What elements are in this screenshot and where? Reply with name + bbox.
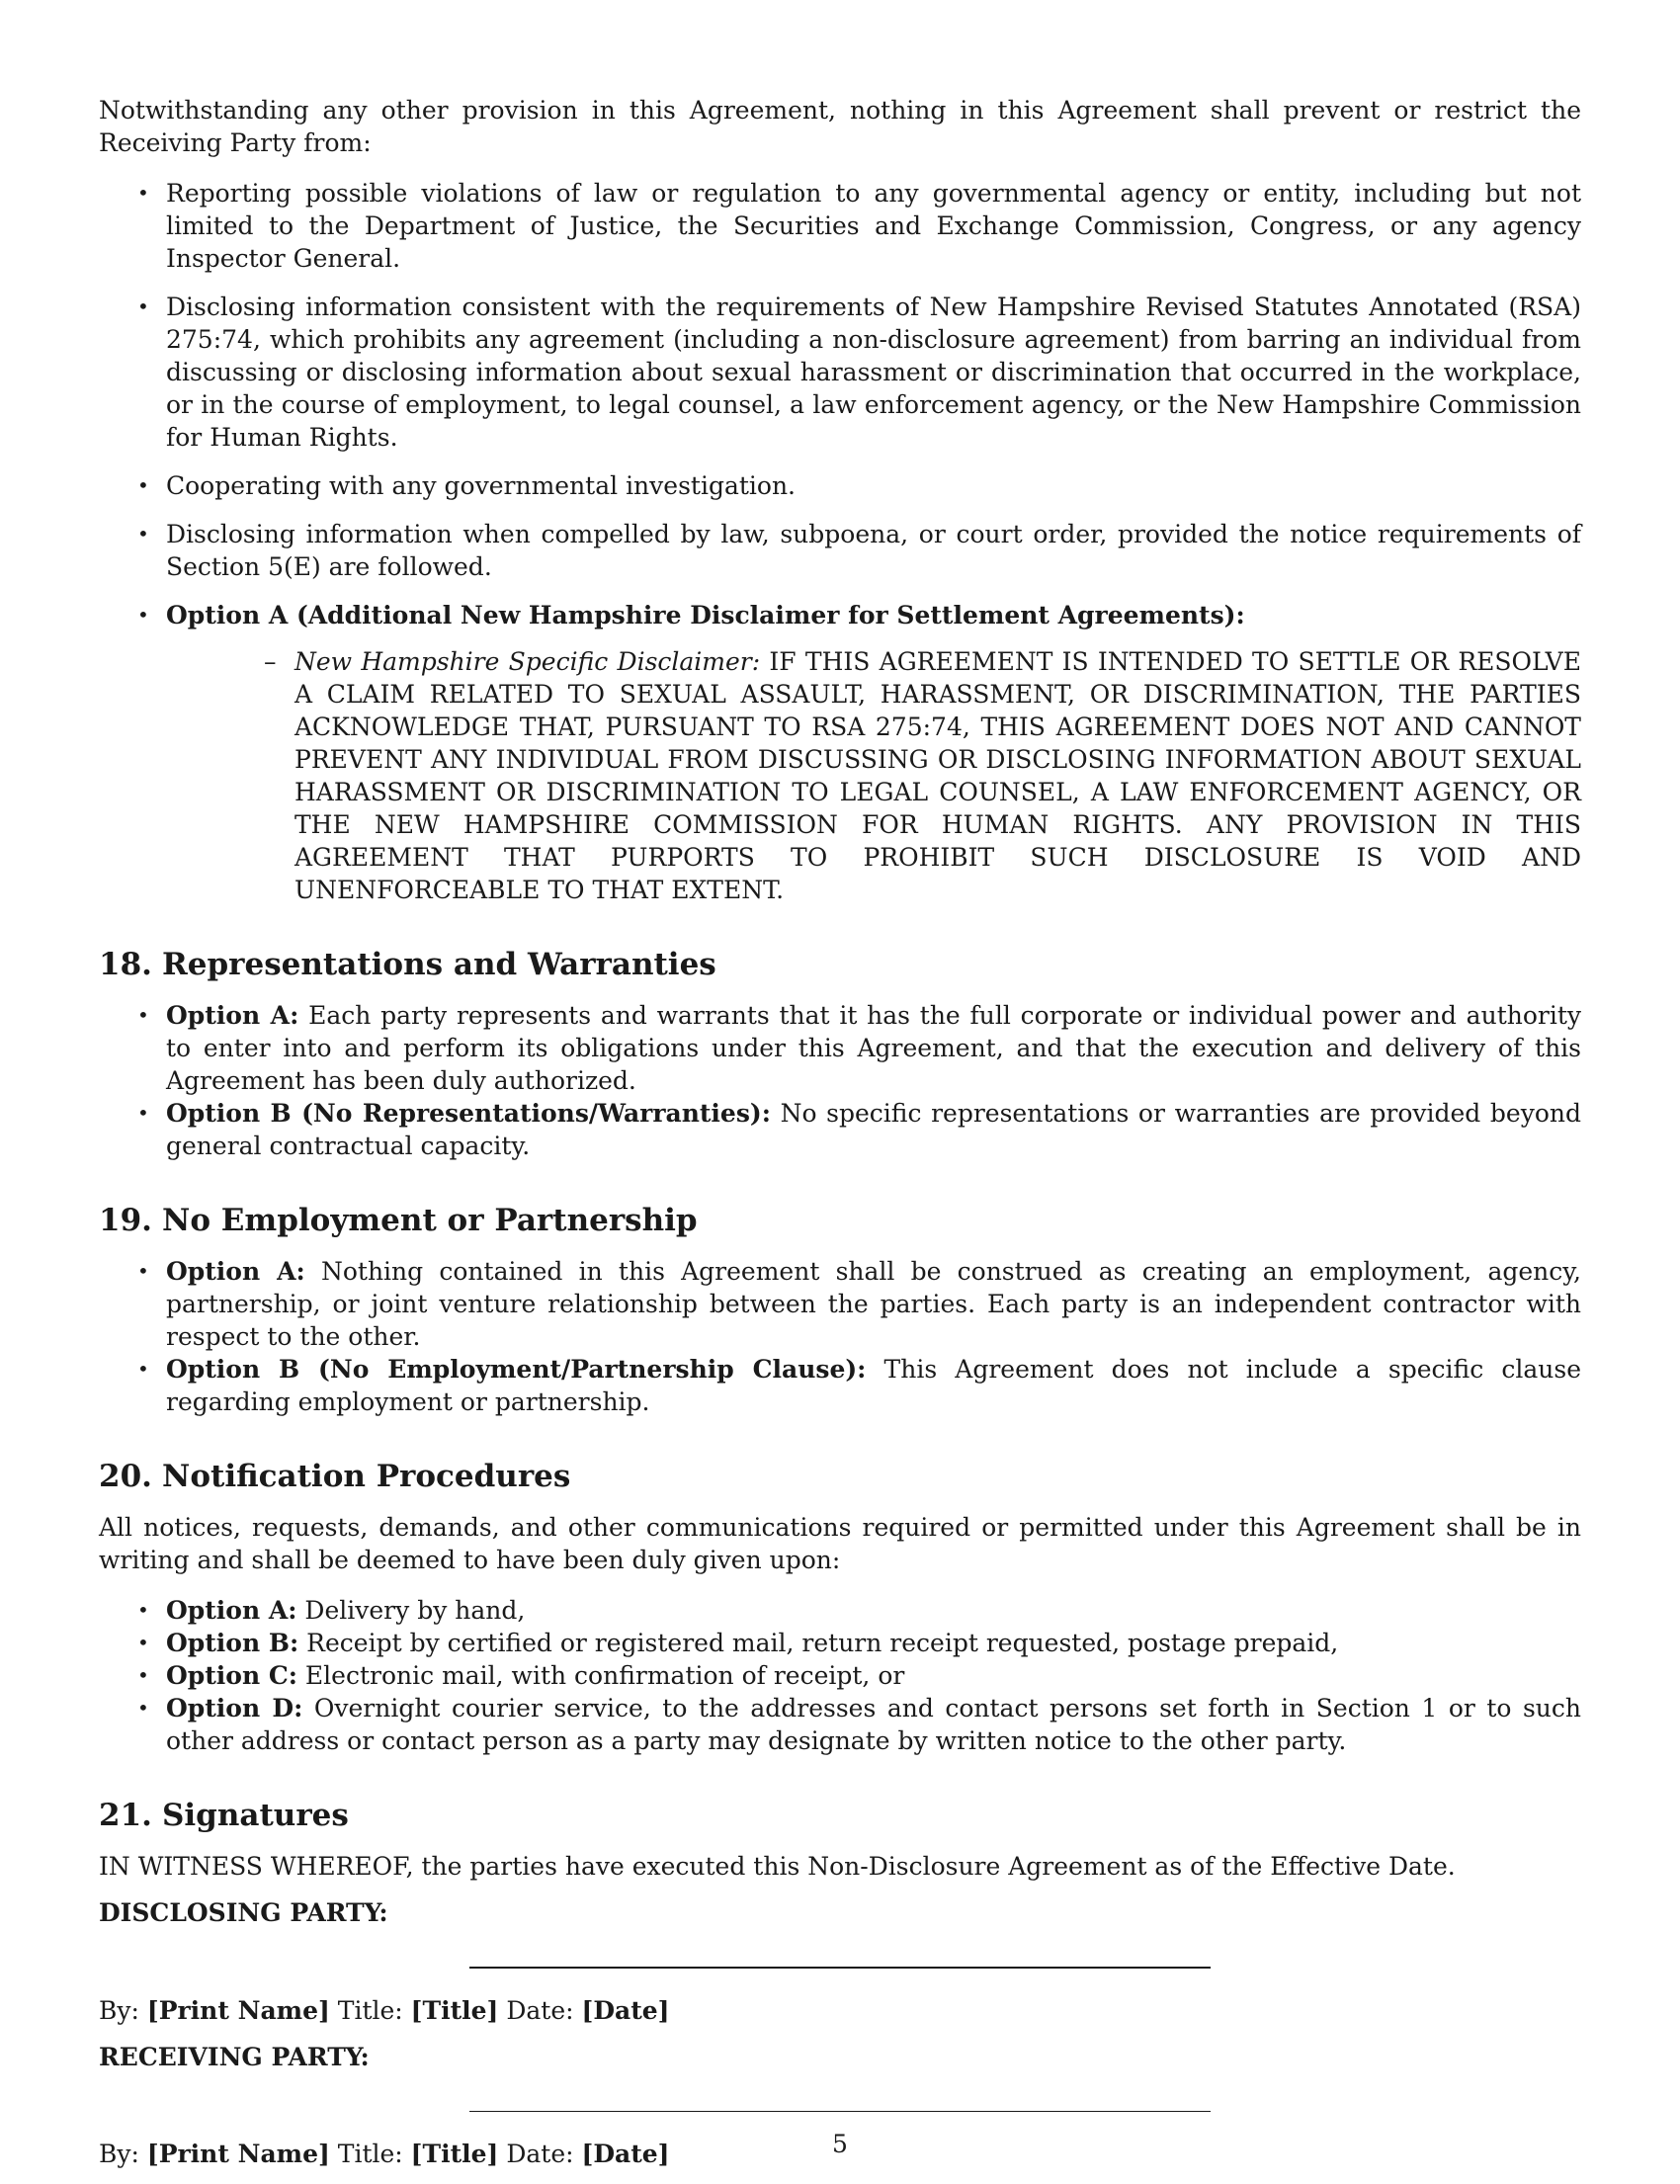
bullet-icon: • [137, 1101, 149, 1125]
bullet-icon: • [137, 1631, 149, 1654]
option-a-nh-item [99, 599, 1581, 906]
bullet-icon: • [137, 603, 149, 627]
list-item: • Cooperating with any governmental investigation. [137, 471, 796, 500]
witness-statement: IN WITNESS WHEREOF, the parties have executed this Non-Disclosure Agreement as of the Effective Date. [99, 1852, 1456, 1881]
list-item: • Option D: Overnight courier service, to the addresses and contact persons set forth in Section 1 or to such other address or contact person as a party may designate by written notice to the other party. [137, 1694, 1581, 1755]
bullet-icon: • [137, 1357, 149, 1381]
dash-icon: – [264, 647, 277, 676]
list-item: • Disclosing information when compelled by law, subpoena, or court order, provided the notice requirements of Section 5(E) are followed. [137, 520, 1581, 581]
section-20-options [99, 1594, 1581, 1757]
bullet-icon: • [137, 1696, 149, 1720]
section-heading-21: 21. Signatures [99, 1798, 349, 1833]
list-item: • Option A: Nothing contained in this Agreement shall be construed as creating an employment, agency, partnership, or joint venture relationship between the parties. Each party is an independent contractor with respect to the other. [137, 1257, 1582, 1351]
print-name-placeholder: [Print Name] [146, 1996, 330, 2025]
list-item: • Option B (No Employment/Partnership Clause): This Agreement does not include a specific clause regarding employment or partnership. [137, 1355, 1581, 1416]
nh-disclaimer-item [166, 645, 1581, 906]
bullet-icon: • [137, 1663, 149, 1687]
print-name-placeholder: [Print Name] [146, 2140, 330, 2168]
carveout-list [99, 177, 1581, 906]
bullet-icon: • [137, 181, 149, 205]
receiving-signature-line[interactable] [469, 2111, 1211, 2112]
list-item: • Reporting possible violations of law or regulation to any governmental agency or entity, including but not limited to the Department of Justice, the Securities and Exchange Commission, Congress, or any agency Inspector General. [137, 179, 1581, 273]
bullet-icon: • [137, 1259, 149, 1283]
page-number: 5 [832, 2130, 848, 2158]
receiving-signature-block: By: [Print Name] Title: [Title] Date: [Date] [99, 2140, 670, 2168]
date-placeholder: [Date] [581, 1996, 670, 2025]
nh-disclaimer-label: New Hampshire Specific Disclaimer: [294, 647, 761, 676]
section-20-intro: All notices, requests, demands, and other communications required or permitted under this Agreement shall be in writing and shall be deemed to have been duly given upon: [99, 1513, 1581, 1574]
nh-disclaimer-text: IF THIS AGREEMENT IS INTENDED TO SETTLE OR RESOLVE A CLAIM RELATED TO SEXUAL ASSAULT, HARASSMENT, OR DISCRIMINATION, THE PARTIES ACKNOWLEDGE THAT, PURSUANT TO RSA 275:74, THIS AGREEMENT DOES NOT AND CANNOT PREVENT ANY INDIVIDUAL FROM DISCUSSING OR DISCLOSING INFORMATION ABOUT SEXUAL HARASSMENT OR DISCRIMINATION TO LEGAL COUNSEL, A LAW ENFORCEMENT AGENCY, OR THE NEW HAMPSHIRE COMMISSION FOR HUMAN RIGHTS. ANY PROVISION IN THIS AGREEMENT THAT PURPORTS TO PROHIBIT SUCH DISCLOSURE IS VOID AND UNENFORCEABLE TO THAT EXTENT. [294, 647, 1581, 904]
section-heading-20: 20. Notification Procedures [99, 1459, 571, 1494]
list-item: • Option A: Each party represents and warrants that it has the full corporate or individual power and authority to enter into and perform its obligations under this Agreement, and that the execution and delivery of this Agreement has been duly authorized. [137, 1001, 1582, 1095]
list-item: • Option B (No Representations/Warranties): No specific representations or warranties are provided beyond general contractual capacity. [137, 1099, 1581, 1160]
option-a-nh-label: Option A (Additional New Hampshire Disclaimer for Settlement Agreements): [166, 601, 1245, 630]
list-item: • Option C: Electronic mail, with confirmation of receipt, or [137, 1661, 905, 1690]
date-placeholder: [Date] [581, 2140, 670, 2168]
title-placeholder: [Title] [410, 2140, 499, 2168]
document-page [99, 94, 1581, 2184]
disclosing-party-label: DISCLOSING PARTY: [99, 1898, 388, 1927]
section-18-options [99, 999, 1581, 1162]
section-19-options [99, 1255, 1581, 1418]
section-heading-19: 19. No Employment or Partnership [99, 1203, 698, 1238]
bullet-icon: • [137, 1598, 149, 1622]
section-heading-18: 18. Representations and Warranties [99, 947, 716, 982]
bullet-icon: • [137, 473, 149, 497]
bullet-icon: • [137, 522, 149, 546]
disclosing-signature-block: By: [Print Name] Title: [Title] Date: [Date] [99, 1996, 670, 2025]
intro-paragraph: Notwithstanding any other provision in this Agreement, nothing in this Agreement shall prevent or restrict the Receiving Party from: [99, 96, 1581, 157]
list-item: • Option A: Delivery by hand, [137, 1596, 526, 1625]
nh-disclaimer-sublist [166, 645, 1581, 906]
list-item: • Disclosing information consistent with the requirements of New Hampshire Revised Statutes Annotated (RSA) 275:74, which prohibits any agreement (including a non-disclosure agreement) from barring an individual from discussing or disclosing information about sexual harassment or discrimination that occurred in the workplace, or in the course of employment, to legal counsel, a law enforcement agency, or the New Hampshire Commission for Human Rights. [137, 293, 1581, 452]
receiving-party-label: RECEIVING PARTY: [99, 2043, 370, 2071]
title-placeholder: [Title] [410, 1996, 499, 2025]
list-item: • Option B: Receipt by certified or registered mail, return receipt requested, postage prepaid, [137, 1629, 1339, 1657]
bullet-icon: • [137, 294, 149, 318]
disclosing-signature-line[interactable] [469, 1967, 1211, 1969]
bullet-icon: • [137, 1003, 149, 1027]
